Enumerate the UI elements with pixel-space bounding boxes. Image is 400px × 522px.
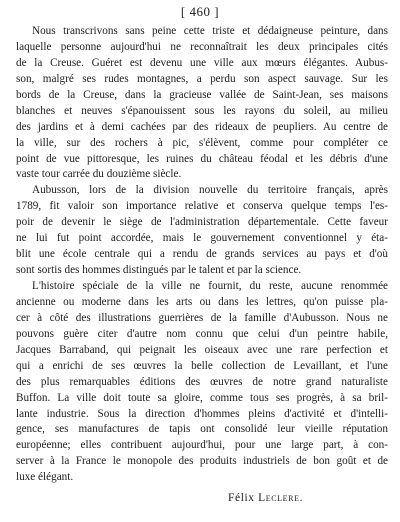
text-line: son, malgré ses rudes montagnes, a perdu son aspect sauvage. Sur les [16, 72, 388, 85]
text-line: gence, ses manufactures de tapis ont consolidé leur vieille réputation [16, 423, 388, 436]
author-signature [228, 492, 303, 504]
text-line: cer à côté des illustrations guerrières de la famille d'Aubusson. Nous ne [16, 311, 388, 324]
signature-first-name: Félix [228, 492, 255, 504]
text-line: L'histoire spéciale de la ville ne fournit, du reste, aucune renommée [32, 280, 388, 292]
page-number: [ 460 ] [180, 4, 220, 19]
paragraph [16, 279, 388, 486]
text-line: laquelle personne aujourd'hui ne reconnaîtrait les deux principales cités [16, 40, 388, 53]
text-line: point de vue pittoresque, les ruines du château féodal et les débris d'une [16, 152, 388, 165]
text-line: de la Creuse. Guéret est devenu une ville aux mœurs élégantes. Aubus- [16, 56, 388, 69]
text-line: pouvons guère citer d'autre nom connu que celui d'un peintre habile, [16, 327, 388, 340]
paragraph [16, 183, 388, 279]
text-line: blit une école centrale qui a rendu de grands services au pays et d'où [16, 248, 388, 261]
text-line: poir de devenir le siège de l'administration départementale. Cette faveur [16, 216, 388, 229]
text-line: qui a enrichi de ses œuvres la belle collection de Levaillant, et l'une [16, 359, 388, 372]
signature-last-name: Leclere. [258, 492, 304, 504]
text-line: Jacques Barraband, qui peignait les oiseaux avec une rare perfection et [16, 343, 388, 356]
text-line: la ville, sur des rochers à pic, s'élèvent, comme pour compléter ce [16, 136, 388, 149]
text-line: ancienne ou moderne dans les arts ou dans les lettres, qu'on puisse pla- [16, 295, 388, 308]
text-line: 1789, fit valoir son importance relative et conserva quelque temps l'es- [16, 200, 388, 213]
paragraph [16, 24, 388, 183]
text-line: server à la France le monopole des produits industriels de bon goût et de [16, 455, 388, 468]
text-line: Aubusson, lors de la division nouvelle du territoire français, après [32, 184, 388, 197]
text-line: luxe élégant. [16, 471, 74, 484]
text-line: Buffon. La ville doit toute sa gloire, comme tous ses progrès, à sa bril- [16, 391, 388, 404]
text-line: européenne; elles contribuent aujourd'hui, pour une large part, à con- [16, 439, 388, 452]
text-line: blanches et neuves s'épanouissent sous les rayons du soleil, au milieu [16, 104, 388, 117]
text-line: lante industrie. Sous la direction d'hommes pleins d'activité et d'intelli- [16, 407, 388, 420]
text-line: vaste tour carrée du douzième siècle. [16, 168, 182, 181]
text-line: Nous transcrivons sans peine cette triste et dédaigneuse peinture, dans [32, 25, 388, 37]
text-line: des jardins et à demi cachées par des rideaux de peupliers. Au centre de [16, 120, 388, 133]
text-line: des plus remarquables éditions des œuvres de notre grand naturaliste [16, 375, 388, 388]
text-line: ne lui fut point accordée, mais le gouvernement conventionnel y éta- [16, 232, 388, 245]
text-line: bords de la Creuse, dans la gracieuse vallée de Saint-Jean, ses maisons [16, 88, 388, 101]
text-line: sont sortis des hommes distingués par le talent et par la science. [16, 264, 302, 277]
body-text [16, 24, 388, 486]
